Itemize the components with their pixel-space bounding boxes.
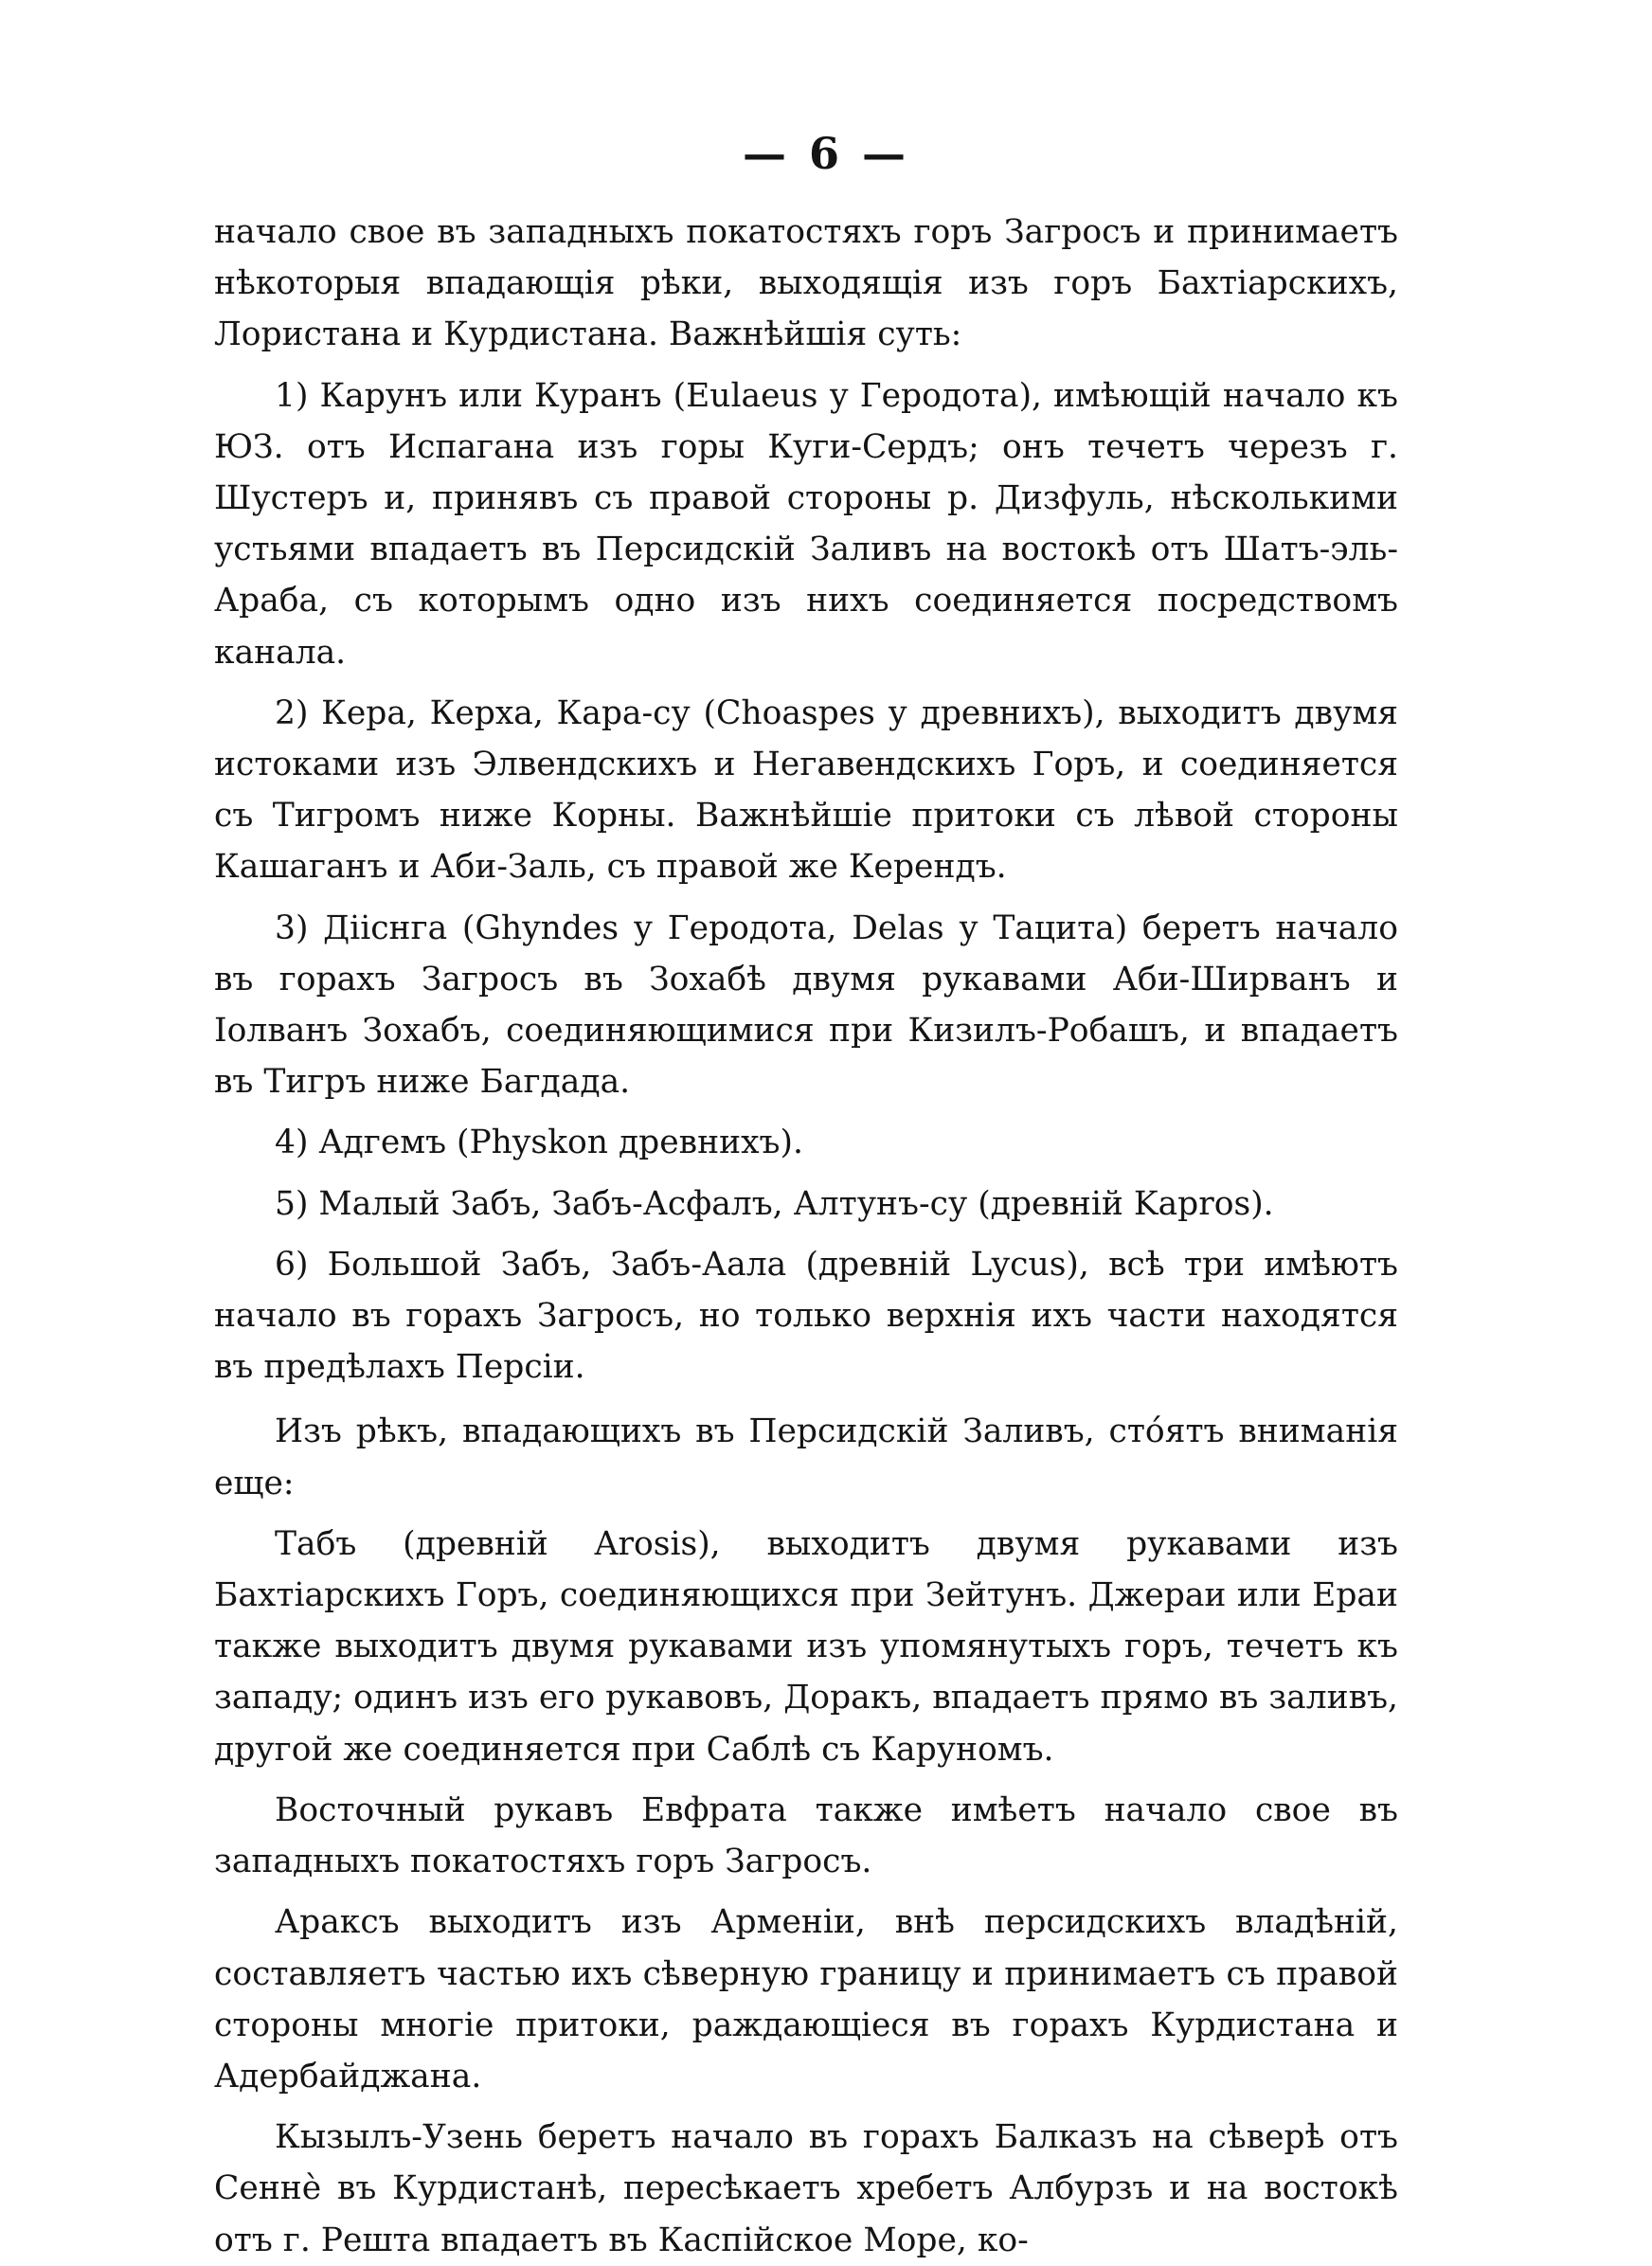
body-text: [214, 207, 1398, 2266]
paragraph-diyala: 3) Дііснга (Ghyndes у Геродота, Delas у Тацита) беретъ начало въ горахъ Загросъ въ Зохабѣ двумя рукавами Аби-Ширванъ и Іолванъ Зохабъ, соединяющимися при Кизилъ-Робашъ, и впадаетъ въ Тигръ ниже Багдада.: [214, 908, 1398, 1102]
page-number-header: — 6 —: [742, 128, 910, 179]
paragraph-kera: 2) Кера, Керха, Кара-су (Choaspes у древнихъ), выходитъ двумя истоками изъ Элвендскихъ и Негавендскихъ Горъ, и соединяется съ Тигромъ ниже Корны. Важнѣйшіе притоки съ лѣвой стороны Кашаганъ и Аби-Заль, съ правой же Керендъ.: [214, 693, 1398, 887]
paragraph-araks: Араксъ выходитъ изъ Арменіи, внѣ персидскихъ владѣній, составляетъ частью ихъ сѣверную границу и принимаетъ съ правой стороны многіе притоки, раждающіеся въ горахъ Курдистана и Адербайджана.: [214, 1903, 1398, 2095]
paragraph-tab: Табъ (древній Arosis), выходитъ двумя рукавами изъ Бахтіарскихъ Горъ, соединяющихся при Зейтунъ. Джераи или Ераи также выходитъ двумя рукавами изъ упомянутыхъ горъ, течетъ къ западу; одинъ изъ его рукавовъ, Доракъ, впадаетъ прямо въ заливъ, другой же соединяется при Саблѣ съ Каруномъ.: [214, 1524, 1398, 1769]
paragraph-euphrates: Восточный рукавъ Евфрата также имѣетъ начало свое въ западныхъ покатостяхъ горъ Загросъ.: [214, 1790, 1398, 1881]
paragraph-lesser-zab: 5) Малый Забъ, Забъ-Асфалъ, Алтунъ-су (древній Kapros).: [275, 1184, 1274, 1223]
paragraph-karun: 1) Карунъ или Куранъ (Eulaeus у Геродота), имѣющій начало къ ЮЗ. отъ Испагана изъ горы Куги-Сердъ; онъ течетъ черезъ г. Шустеръ и, принявъ съ правой стороны р. Дизфуль, нѣсколькими устьями впадаетъ въ Персидскій Заливъ на востокѣ отъ Шатъ-эль-Араба, съ которымъ одно изъ нихъ соединяется посредствомъ канала.: [214, 376, 1398, 672]
paragraph-gulf-rivers-intro: Изъ рѣкъ, впадающихъ въ Персидскій Заливъ, стóятъ вниманія еще:: [214, 1412, 1398, 1502]
paragraph-continuation: начало свое въ западныхъ покатостяхъ горъ Загросъ и принимаетъ нѣкоторыя впадающія рѣки, выходящія изъ горъ Бахтіарскихъ, Лористана и Курдистана. Важнѣйшія суть:: [214, 213, 1398, 354]
paragraph-kyzyl-uzen: Кызылъ-Узень беретъ начало въ горахъ Балказъ на сѣверѣ отъ Сеннѐ въ Курдистанѣ, пересѣкаетъ хребетъ Албурзъ и на востокѣ отъ г. Решта впадаетъ въ Каспійское Море, ко-: [214, 2118, 1398, 2259]
paragraph-adgem: 4) Адгемъ (Physkon древнихъ).: [275, 1124, 803, 1162]
paragraph-greater-zab: 6) Большой Забъ, Забъ-Аала (древній Lycus), всѣ три имѣютъ начало въ горахъ Загросъ, но только верхнія ихъ части находятся въ предѣлахъ Персіи.: [214, 1245, 1398, 1387]
